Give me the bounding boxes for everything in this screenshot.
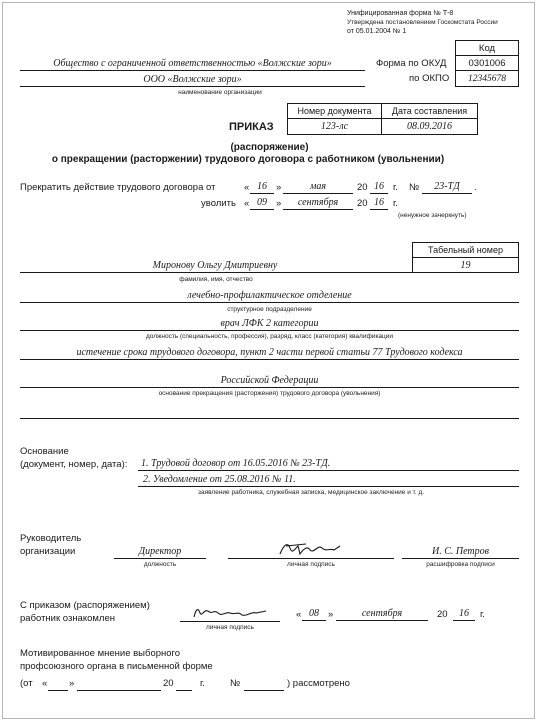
department-caption: структурное подразделение [227,306,312,313]
ack-year-line [453,620,475,621]
union-g: г. [200,678,205,689]
org-short-name: ООО «Волжские зори» [143,74,242,85]
union-no-sign: № [230,678,241,689]
ack-label-2: работник ознакомлен [20,613,115,624]
quote-close: » [276,198,282,209]
dismiss-year-line [370,209,388,210]
form-header-line3: от 05.01.2004 № 1 [347,28,407,35]
basis-label-1: Основание [20,446,69,457]
employee-signature-icon [190,603,270,623]
head-label-2: организации [20,546,76,557]
okpo-value: 12345678 [468,73,506,84]
ack-day-line [302,620,326,621]
basis-line-2 [138,486,519,487]
union-number-line [244,690,284,691]
dismiss-year-prefix: 20 [357,198,368,209]
contract-no-sign: № [409,182,420,193]
employee-name: Миронову Ольгу Дмитриевну [152,260,278,271]
ack-signature-line [180,621,280,622]
union-label-2: профсоюзного органа в письменной форме [20,661,213,672]
doc-subtitle-2: о прекращении (расторжении) трудового договора с работником (увольнении) [51,154,445,165]
code-header: Код [478,42,496,54]
ack-year: 16 [459,608,469,619]
code-header-cell [455,40,519,56]
contract-number-line [422,193,472,194]
okpo-cell [455,70,519,87]
ack-month: сентября [361,608,403,619]
grounds-line-3 [20,418,519,419]
form-header-line2: Утверждена постановлением Госкомстата России [347,19,498,26]
contract-day: 16 [257,181,267,192]
doc-number-value: 123-лс [320,121,349,132]
dismiss-year: 16 [374,197,384,208]
grounds-line-1 [20,359,519,360]
grounds-caption: основание прекращения (расторжения) трудового договора (увольнения) [158,390,381,397]
head-signature-line [228,558,394,559]
doc-number-header-cell [287,103,382,119]
doc-date-value: 08.09.2016 [407,121,452,132]
form-header-line1: Унифицированная форма № Т-8 [347,10,454,17]
okud-label: Форма по ОКУД [376,58,447,69]
basis-item-2: 2. Уведомление от 25.08.2016 № 11. [143,474,296,485]
dismiss-month: сентября [297,197,339,208]
doc-date-cell [381,118,478,135]
doc-date-header: Дата составления [391,106,468,116]
doc-date-header-cell [381,103,478,119]
contract-year: 16 [374,181,384,192]
grounds-line-2 [20,387,519,388]
head-decode-caption: расшифровка подписи [426,561,495,568]
union-quote-close: » [69,678,75,689]
ack-g: г. [480,609,485,620]
ack-label-1: С приказом (распоряжением) [20,600,150,611]
ack-signature-caption: личная подпись [206,624,254,631]
head-signature-caption: личная подпись [287,561,335,568]
tab-number-value: 19 [460,259,471,271]
contract-month-line [283,193,353,194]
head-signature-icon [276,540,344,560]
employee-name-caption: фамилия, имя, отчество [179,276,253,283]
contract-month: мая [309,181,327,192]
org-full-name: Общество с ограниченной ответственностью «Волжские зори» [53,58,332,69]
doc-number-cell [287,118,382,135]
doc-title: ПРИКАЗ [229,121,274,133]
okud-cell [455,55,519,71]
terminate-label: Прекратить действие трудового договора от [20,182,216,193]
contract-year-line [370,193,388,194]
basis-label-2: (документ, номер, дата): [20,459,128,470]
position-caption: должность (специальность, профессия), разряд, класс (категория) квалификации [145,333,394,340]
quote-close: » [328,609,334,620]
doc-number-header: Номер документа [297,106,372,116]
org-line-2 [20,86,365,87]
ack-month-line [336,620,428,621]
tab-number-header-cell [412,242,519,258]
ack-day: 08 [309,608,319,619]
quote-close: » [276,182,282,193]
dismiss-month-line [283,209,353,210]
basis-caption: заявление работника, служебная записка, медицинское заключение и т. д. [198,489,425,496]
head-position-caption: должность [143,561,177,568]
dismiss-g: г. [393,198,398,209]
employee-name-line [20,272,412,273]
dismiss-day-line [250,209,274,210]
ack-year-prefix: 20 [437,609,448,620]
dismiss-label: уволить [201,198,236,209]
org-caption: наименование организации [178,89,262,96]
contract-dot: . [474,182,477,193]
dismiss-day: 09 [257,197,267,208]
basis-item-1: 1. Трудовой договор от 16.05.2016 № 23-ТД. [141,458,331,469]
position-value: врач ЛФК 2 категории [220,318,319,329]
head-decode-line [402,558,519,559]
head-position: Директор [138,546,182,557]
union-tail: ) рассмотрено [287,678,350,689]
quote-open: « [244,198,250,209]
grounds-law: Российской Федерации [220,375,319,386]
strike-note: (ненужное зачеркнуть) [398,212,467,219]
union-year-line [176,690,192,691]
contract-g: г. [393,182,398,193]
basis-line-1 [138,470,519,471]
contract-year-prefix: 20 [357,182,368,193]
head-decode: И. С. Петров [432,546,489,557]
okud-value: 0301006 [468,57,506,69]
union-from: (от [20,678,33,689]
union-day-line [48,690,68,691]
position-line [20,330,519,331]
union-quote-open: « [42,678,48,689]
quote-open: « [244,182,250,193]
union-year-prefix: 20 [163,678,174,689]
grounds-reason: истечение срока трудового договора, пункт 2 части первой статьи 77 Трудового кодекса [76,347,463,358]
head-label-1: Руководитель [20,533,82,544]
org-line-1 [20,70,365,71]
quote-open: « [296,609,302,620]
union-label-1: Мотивированное мнение выборного [20,648,181,659]
tab-number-header: Табельный номер [428,245,503,255]
contract-number: 23-ТД [434,181,460,192]
tab-number-cell [412,257,519,273]
contract-day-line [250,193,274,194]
head-position-line [114,558,206,559]
union-month-line [77,690,161,691]
okpo-label: по ОКПО [409,73,450,84]
doc-subtitle-1: (распоряжение) [230,142,309,153]
department-line [20,302,519,303]
department-value: лечебно-профилактическое отделение [187,290,352,301]
